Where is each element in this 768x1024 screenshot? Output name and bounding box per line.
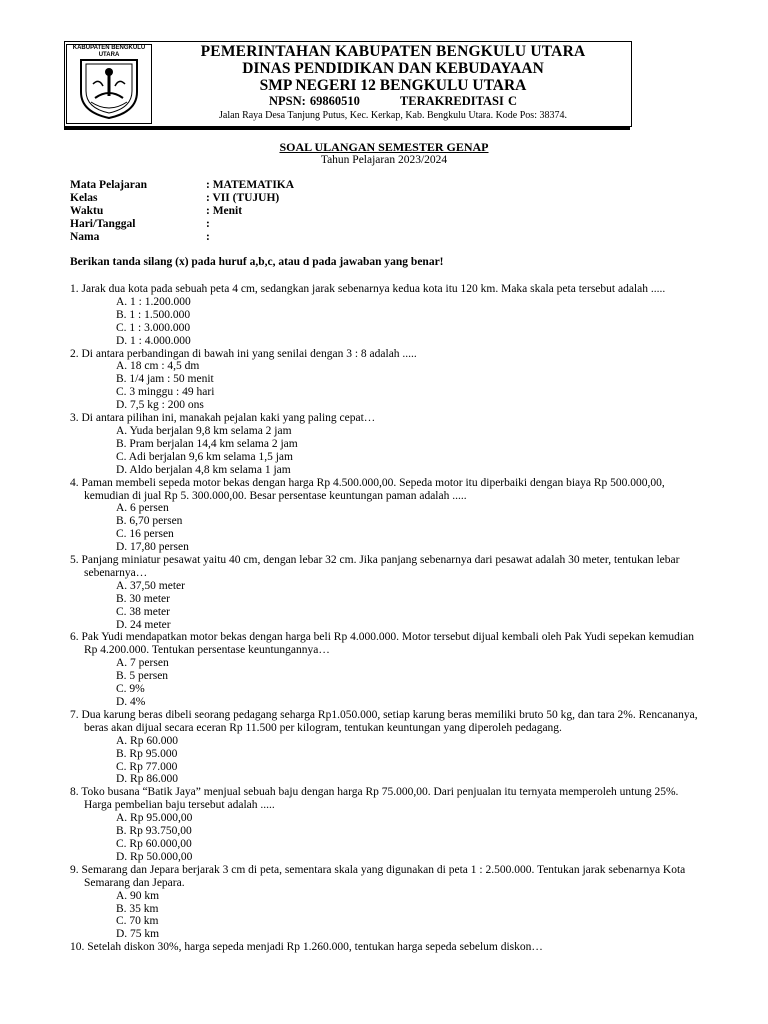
identity-value: : bbox=[206, 218, 210, 230]
answer-option[interactable]: A. 18 cm : 4,5 dm bbox=[116, 360, 200, 373]
identity-label: Mata Pelajaran bbox=[70, 179, 147, 191]
answer-option[interactable]: B. 30 meter bbox=[116, 592, 170, 605]
instructions: Berikan tanda silang (x) pada huruf a,b,c, atau d pada jawaban yang benar! bbox=[70, 256, 444, 268]
answer-option[interactable]: D. 17,80 persen bbox=[116, 541, 189, 554]
question-text: 4. Paman membeli sepeda motor bekas dengan harga Rp 4.500.000,00. Sepeda motor itu diperbaiki dengan biaya Rp 500.000,00, kemudian di jual Rp 5. 300.000,00. Besar persentase keuntungan paman adalah ..... bbox=[70, 476, 665, 502]
identity-label: Nama bbox=[70, 231, 100, 243]
answer-option[interactable]: D. Aldo berjalan 4,8 km selama 1 jam bbox=[116, 463, 291, 476]
accreditation-status: TERAKREDITASI C bbox=[399, 94, 518, 108]
answer-option[interactable]: A. Rp 60.000 bbox=[116, 734, 178, 747]
answer-option[interactable]: D. 7,5 kg : 200 ons bbox=[116, 399, 204, 412]
answer-option[interactable]: B. 1/4 jam : 50 menit bbox=[116, 373, 214, 386]
question-item bbox=[70, 283, 700, 348]
answer-option[interactable]: C. Rp 77.000 bbox=[116, 760, 178, 773]
answer-option[interactable]: B. Pram berjalan 14,4 km selama 2 jam bbox=[116, 437, 298, 450]
letterhead-text bbox=[158, 43, 628, 122]
answer-option[interactable]: D. Rp 50.000,00 bbox=[116, 850, 193, 863]
question-text: 8. Toko busana “Batik Jaya” menjual sebuah baju dengan harga Rp 75.000,00. Dari penjualan itu ternyata memperoleh untung 25%. Harga pembelian baju tersebut adalah ..... bbox=[70, 786, 679, 812]
answer-option[interactable]: C. 38 meter bbox=[116, 605, 170, 618]
answer-option[interactable]: D. 75 km bbox=[116, 928, 160, 941]
answer-option[interactable]: B. 1 : 1.500.000 bbox=[116, 308, 191, 321]
question-item bbox=[70, 786, 700, 863]
government-name: PEMERINTAHAN KABUPATEN BENGKULU UTARA bbox=[200, 43, 586, 60]
question-item bbox=[70, 348, 700, 413]
school-name: SMP NEGERI 12 BENGKULU UTARA bbox=[259, 77, 527, 94]
answer-option[interactable]: A. 1 : 1.200.000 bbox=[116, 295, 191, 308]
answer-option[interactable]: A. Rp 95.000,00 bbox=[116, 812, 193, 825]
answer-option[interactable]: A. 6 persen bbox=[116, 502, 169, 515]
identity-value: : MATEMATIKA bbox=[206, 179, 295, 191]
answer-option[interactable]: D. 1 : 4.000.000 bbox=[116, 334, 191, 347]
letterhead-divider bbox=[64, 127, 630, 130]
answer-option[interactable]: A. 90 km bbox=[116, 889, 160, 902]
emblem-shield-icon bbox=[77, 58, 141, 120]
department-name: DINAS PENDIDIKAN DAN KEBUDAYAAN bbox=[242, 60, 544, 77]
identity-label: Kelas bbox=[70, 192, 98, 204]
question-text: 10. Setelah diskon 30%, harga sepeda menjadi Rp 1.260.000, tentukan harga sepeda sebelum diskon… bbox=[70, 941, 543, 954]
answer-option[interactable]: C. 3 minggu : 49 hari bbox=[116, 386, 215, 399]
logo-text: KABUPATEN BENGKULU UTARA bbox=[72, 45, 146, 58]
question-text: 9. Semarang dan Jepara berjarak 3 cm di peta, sementara skala yang digunakan di peta 1 : 2.500.000. Tentukan jarak sebenarnya Kota Semarang dan Jepara. bbox=[70, 863, 686, 889]
npsn-number: NPSN: 69860510 bbox=[268, 94, 360, 108]
identity-label: Hari/Tanggal bbox=[70, 218, 136, 230]
answer-option[interactable]: B. 5 persen bbox=[116, 670, 169, 683]
answer-option[interactable]: C. 1 : 3.000.000 bbox=[116, 321, 191, 334]
question-text: 5. Panjang miniatur pesawat yaitu 40 cm, dengan lebar 32 cm. Jika panjang sebenarnya dari pesawat adalah 30 meter, tentukan lebar sebenarnya… bbox=[70, 554, 680, 579]
answer-option[interactable]: D. 4% bbox=[116, 696, 146, 708]
question-text: 6. Pak Yudi mendapatkan motor bekas dengan harga beli Rp 4.000.000. Motor tersebut dijual kembali oleh Pak Yudi sepekan kemudian Rp 4.200.000. Tentukan persentase keuntungannya… bbox=[70, 631, 694, 657]
identity-value: : VII (TUJUH) bbox=[206, 192, 280, 204]
exam-title: SOAL ULANGAN SEMESTER GENAP bbox=[279, 140, 489, 154]
question-text: 2. Di antara perbandingan di bawah ini yang senilai dengan 3 : 8 adalah ..... bbox=[70, 347, 417, 360]
answer-option[interactable]: C. 16 persen bbox=[116, 528, 174, 541]
answer-option[interactable]: D. 24 meter bbox=[116, 618, 171, 631]
question-item bbox=[70, 631, 700, 708]
answer-option[interactable]: A. 7 persen bbox=[116, 657, 169, 670]
question-item bbox=[70, 554, 700, 631]
answer-option[interactable]: A. 37,50 meter bbox=[116, 579, 185, 592]
question-item bbox=[70, 709, 700, 786]
identity-value: : Menit bbox=[206, 205, 243, 217]
question-list bbox=[70, 283, 700, 954]
school-registration bbox=[158, 94, 628, 109]
question-item bbox=[70, 412, 700, 477]
question-item bbox=[70, 864, 700, 941]
answer-option[interactable]: C. Rp 60.000,00 bbox=[116, 837, 192, 850]
answer-option[interactable]: A. Yuda berjalan 9,8 km selama 2 jam bbox=[116, 424, 292, 437]
answer-option[interactable]: C. Adi berjalan 9,6 km selama 1,5 jam bbox=[116, 450, 293, 463]
question-text: 7. Dua karung beras dibeli seorang pedagang seharga Rp1.050.000, setiap karung beras memiliki bruto 50 kg, dan tara 2%. Rencananya, beras akan dijual secara eceran Rp 11.500 per kilogram, tentukan keuntungan yang diperoleh pedagang. bbox=[70, 708, 698, 734]
question-text: 3. Di antara pilihan ini, manakah pejalan kaki yang paling cepat… bbox=[70, 412, 376, 425]
answer-option[interactable]: B. 35 km bbox=[116, 902, 159, 915]
school-address: Jalan Raya Desa Tanjung Putus, Kec. Kerkap, Kab. Bengkulu Utara. Kode Pos: 38374. bbox=[219, 110, 567, 121]
question-item bbox=[70, 477, 700, 554]
answer-option[interactable]: D. Rp 86.000 bbox=[116, 773, 178, 786]
answer-option[interactable]: B. Rp 95.000 bbox=[116, 747, 178, 760]
answer-option[interactable]: C. 9% bbox=[116, 683, 145, 696]
identity-value: : bbox=[206, 231, 210, 243]
answer-option[interactable]: B. Rp 93.750,00 bbox=[116, 825, 192, 838]
question-item bbox=[70, 941, 700, 954]
question-text: 1. Jarak dua kota pada sebuah peta 4 cm, sedangkan jarak sebenarnya kedua kota itu 120 km. Maka skala peta tersebut adalah ..... bbox=[70, 283, 666, 295]
academic-year: Tahun Pelajaran 2023/2024 bbox=[320, 154, 448, 166]
regency-logo bbox=[66, 44, 152, 124]
answer-option[interactable]: B. 6,70 persen bbox=[116, 515, 183, 528]
answer-option[interactable]: C. 70 km bbox=[116, 915, 159, 928]
identity-label: Waktu bbox=[70, 205, 104, 217]
